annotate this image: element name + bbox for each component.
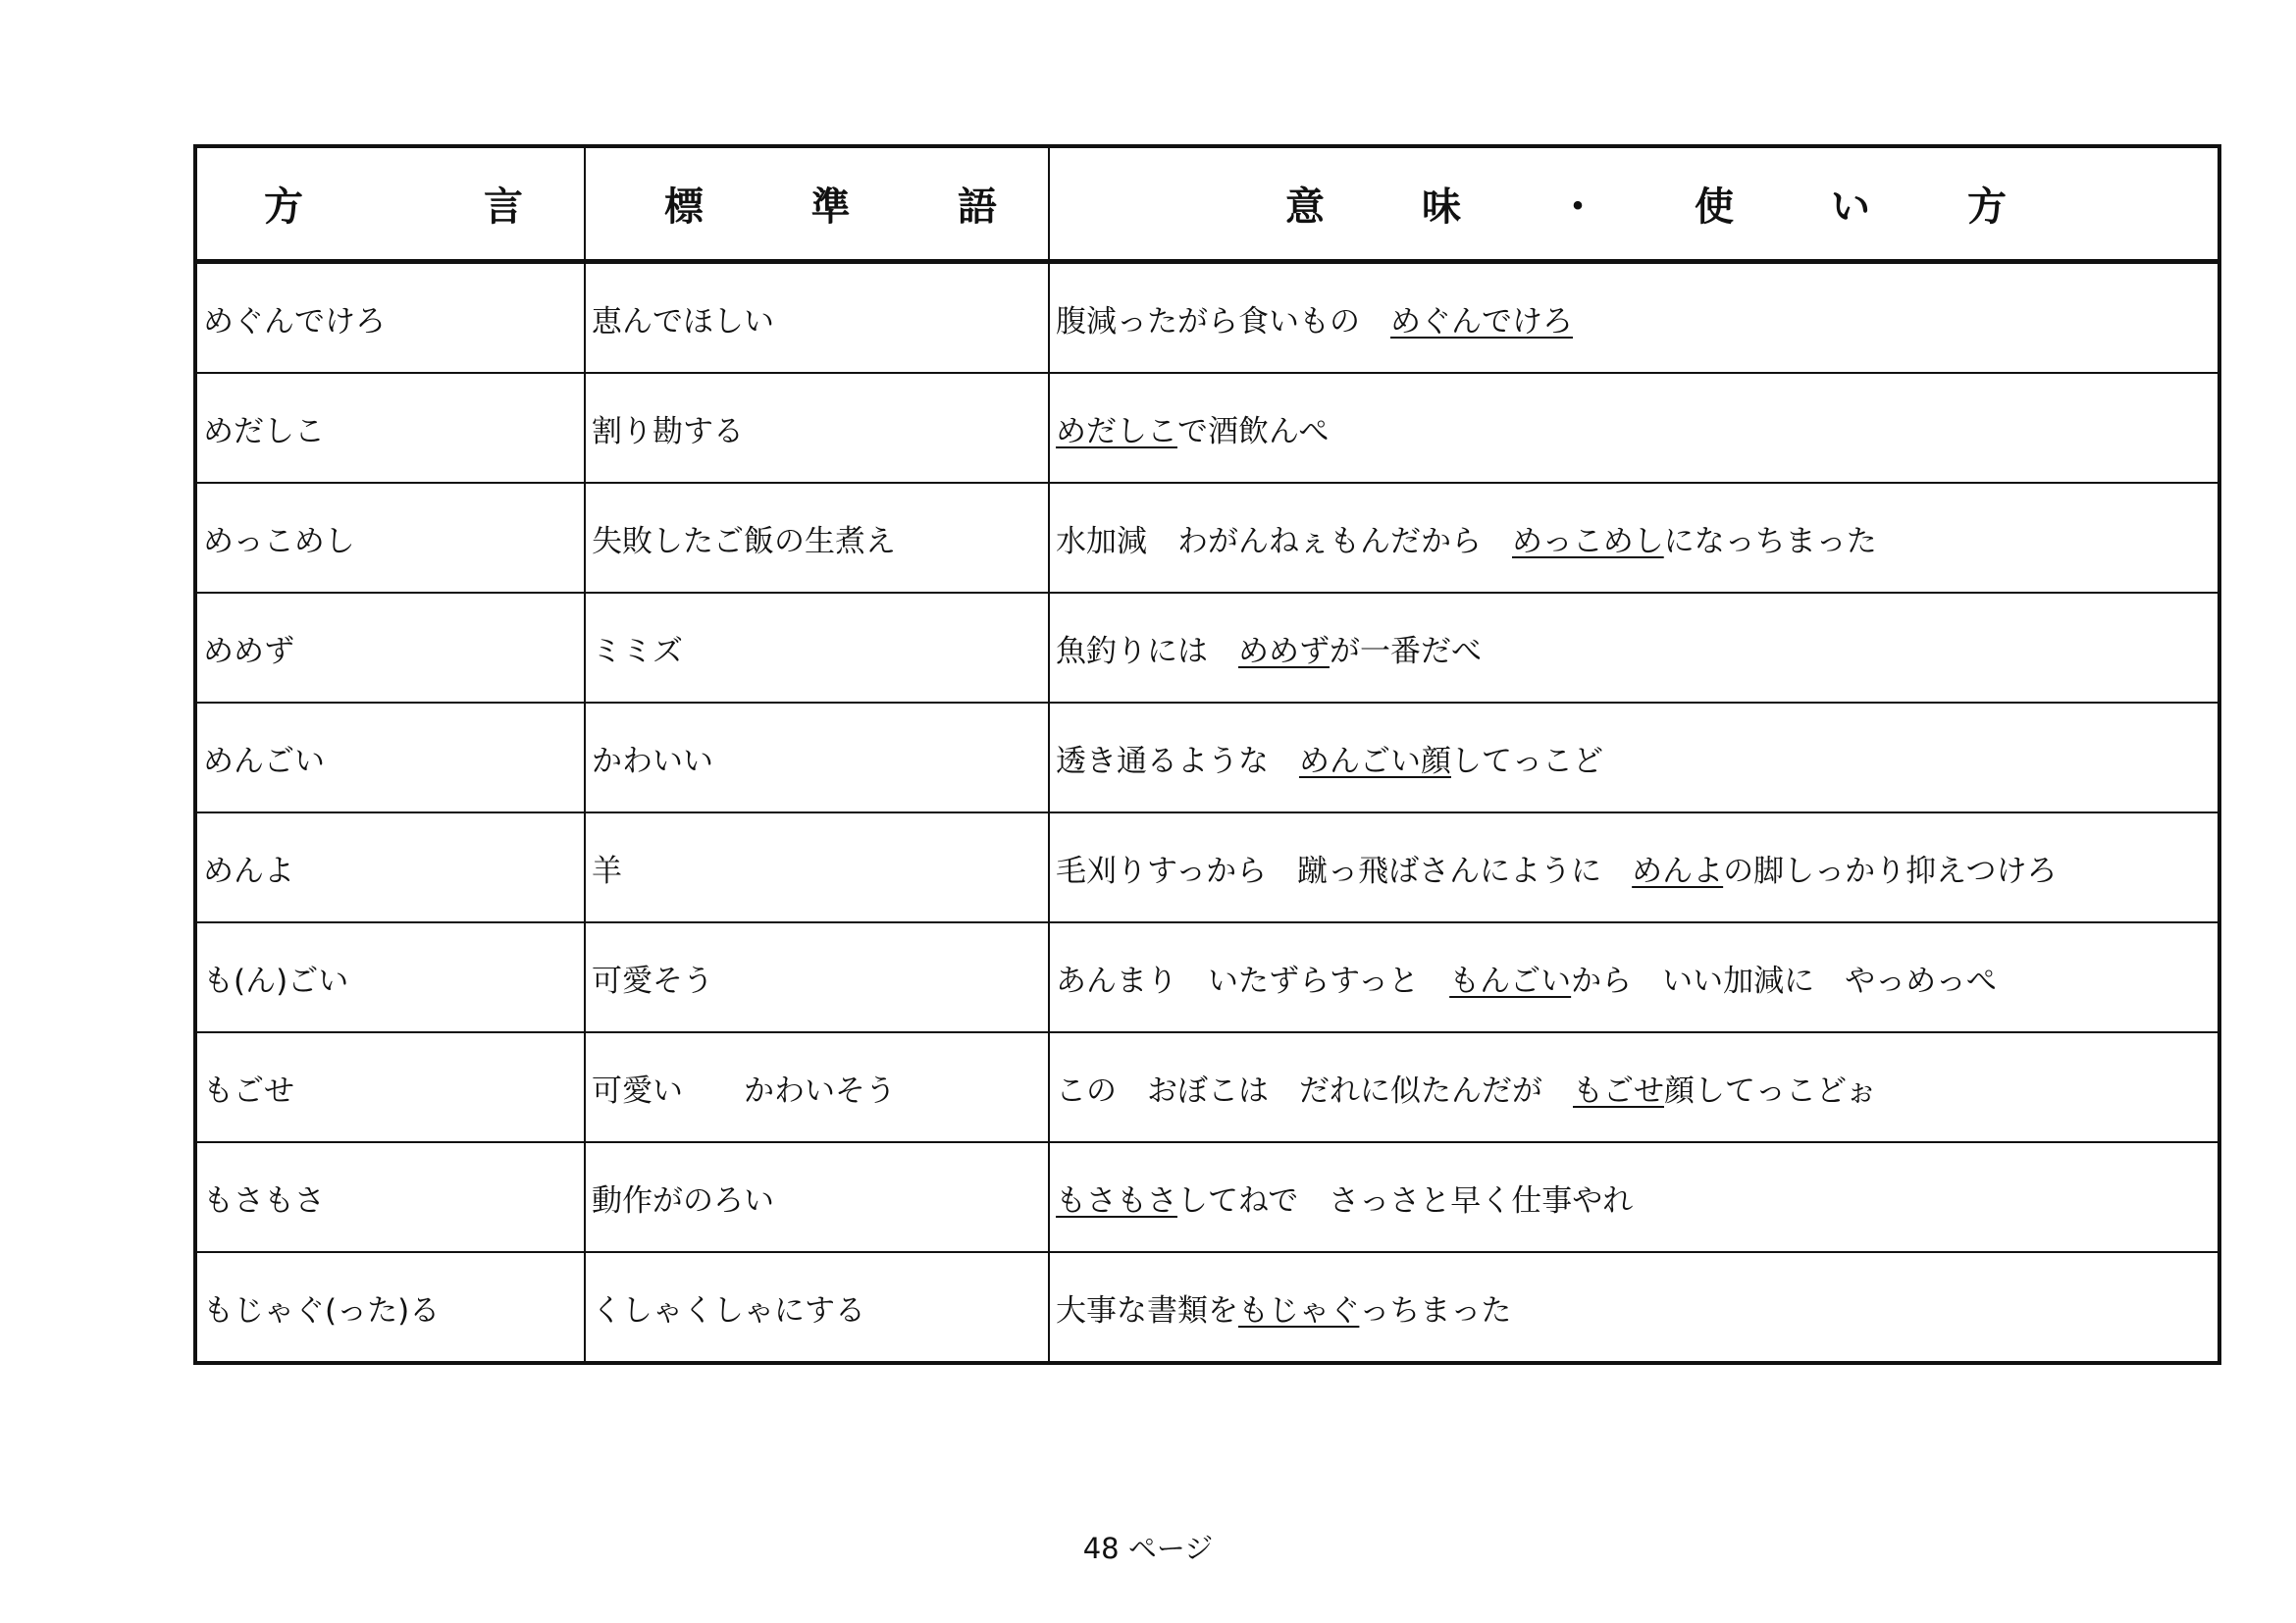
usage-text: になっちまった [1663,523,1877,559]
cell-standard: 恵んでほしい [585,262,1049,374]
table-row [195,262,2219,374]
header-char: 標 [664,184,704,230]
cell-dialect: めんよ [195,812,585,922]
cell-usage-example [1049,812,2219,922]
cell-standard: 動作がのろい [585,1142,1049,1252]
cell-standard: 可愛そう [585,922,1049,1032]
usage-text: あんまり いたずらすっと [1056,963,1450,999]
header-standard-language [585,146,1049,262]
usage-highlight: めめず [1238,633,1330,669]
header-dialect [195,146,585,262]
header-char: 方 [1967,184,2007,230]
usage-text: っちまった [1359,1292,1512,1329]
usage-text: 水加減 わがんねぇもんだから [1056,523,1512,559]
cell-dialect: めぐんでけろ [195,262,585,374]
usage-text: 透き通るような [1056,743,1299,779]
cell-dialect: めんごい [195,703,585,812]
cell-dialect: もじゃぐ(った)る [195,1252,585,1363]
header-meaning-chars [1050,176,2218,232]
cell-dialect: めだしこ [195,373,585,483]
header-char: 方 [264,184,303,230]
page-number: 48 ページ [1082,1532,1214,1565]
cell-dialect: めめず [195,593,585,703]
table-body [195,262,2219,1364]
usage-text: 腹減ったがら食いもの [1056,303,1390,340]
usage-text: この おぼこは だれに似たんだが [1056,1073,1573,1109]
header-char: 味 [1422,184,1461,230]
cell-standard: 羊 [585,812,1049,922]
table-row [195,922,2219,1032]
table-row [195,703,2219,812]
cell-standard: ミミズ [585,593,1049,703]
usage-text: してねで さっさと早く仕事やれ [1177,1182,1634,1219]
cell-dialect: も(ん)ごい [195,922,585,1032]
cell-usage-example [1049,703,2219,812]
table-row [195,1142,2219,1252]
usage-text: が一番だべ [1330,633,1482,669]
table-row [195,812,2219,922]
header-meaning-usage [1049,146,2219,262]
usage-text: してっこど [1451,743,1603,779]
cell-usage-example [1049,1142,2219,1252]
cell-usage-example [1049,1032,2219,1142]
usage-highlight: もんごい [1449,963,1572,999]
cell-dialect: もごせ [195,1032,585,1142]
cell-dialect: もさもさ [195,1142,585,1252]
cell-dialect: めっこめし [195,483,585,593]
usage-highlight: もじゃぐ [1238,1292,1360,1329]
header-char: 使 [1695,184,1734,230]
usage-text: 魚釣りには [1056,633,1238,669]
usage-highlight: めっこめし [1512,523,1664,559]
usage-text: の脚しっかり抑えつけろ [1723,853,2058,889]
usage-highlight: もさもさ [1056,1182,1177,1219]
header-char: 意 [1285,184,1325,230]
header-char: 準 [810,184,851,230]
cell-usage-example [1049,922,2219,1032]
header-char: 語 [958,184,997,230]
cell-usage-example [1049,483,2219,593]
cell-usage-example [1049,262,2219,374]
usage-text: 大事な書類を [1056,1292,1238,1329]
dialect-dictionary-table [193,144,2221,1365]
header-dialect-chars [197,176,584,232]
table-header-row [195,146,2219,262]
usage-highlight: めだしこ [1056,413,1177,449]
header-char: ・ [1558,184,1597,230]
header-standard-chars [586,176,1048,232]
usage-text: 顔してっこどぉ [1664,1073,1877,1109]
header-char: い [1831,184,1870,230]
cell-standard: くしゃくしゃにする [585,1252,1049,1363]
cell-usage-example [1049,373,2219,483]
cell-standard: 割り勘する [585,373,1049,483]
table-row [195,1032,2219,1142]
header-char: 言 [484,184,523,230]
cell-standard: かわいい [585,703,1049,812]
cell-usage-example [1049,1252,2219,1363]
usage-highlight: もごせ [1573,1073,1664,1109]
usage-text: 毛刈りすっから 蹴っ飛ばさんにように [1056,853,1633,889]
table-row [195,483,2219,593]
usage-highlight: めんよ [1632,853,1724,889]
table-row [195,373,2219,483]
table-row [195,1252,2219,1363]
cell-standard: 失敗したご飯の生煮え [585,483,1049,593]
usage-text: から いい加減に やっめっぺ [1571,963,1997,999]
cell-usage-example [1049,593,2219,703]
table-row [195,593,2219,703]
usage-text: で酒飲んぺ [1177,413,1330,449]
cell-standard: 可愛い かわいそう [585,1032,1049,1142]
usage-highlight: めんごい顔 [1299,743,1451,779]
usage-highlight: めぐんでけろ [1390,303,1573,340]
